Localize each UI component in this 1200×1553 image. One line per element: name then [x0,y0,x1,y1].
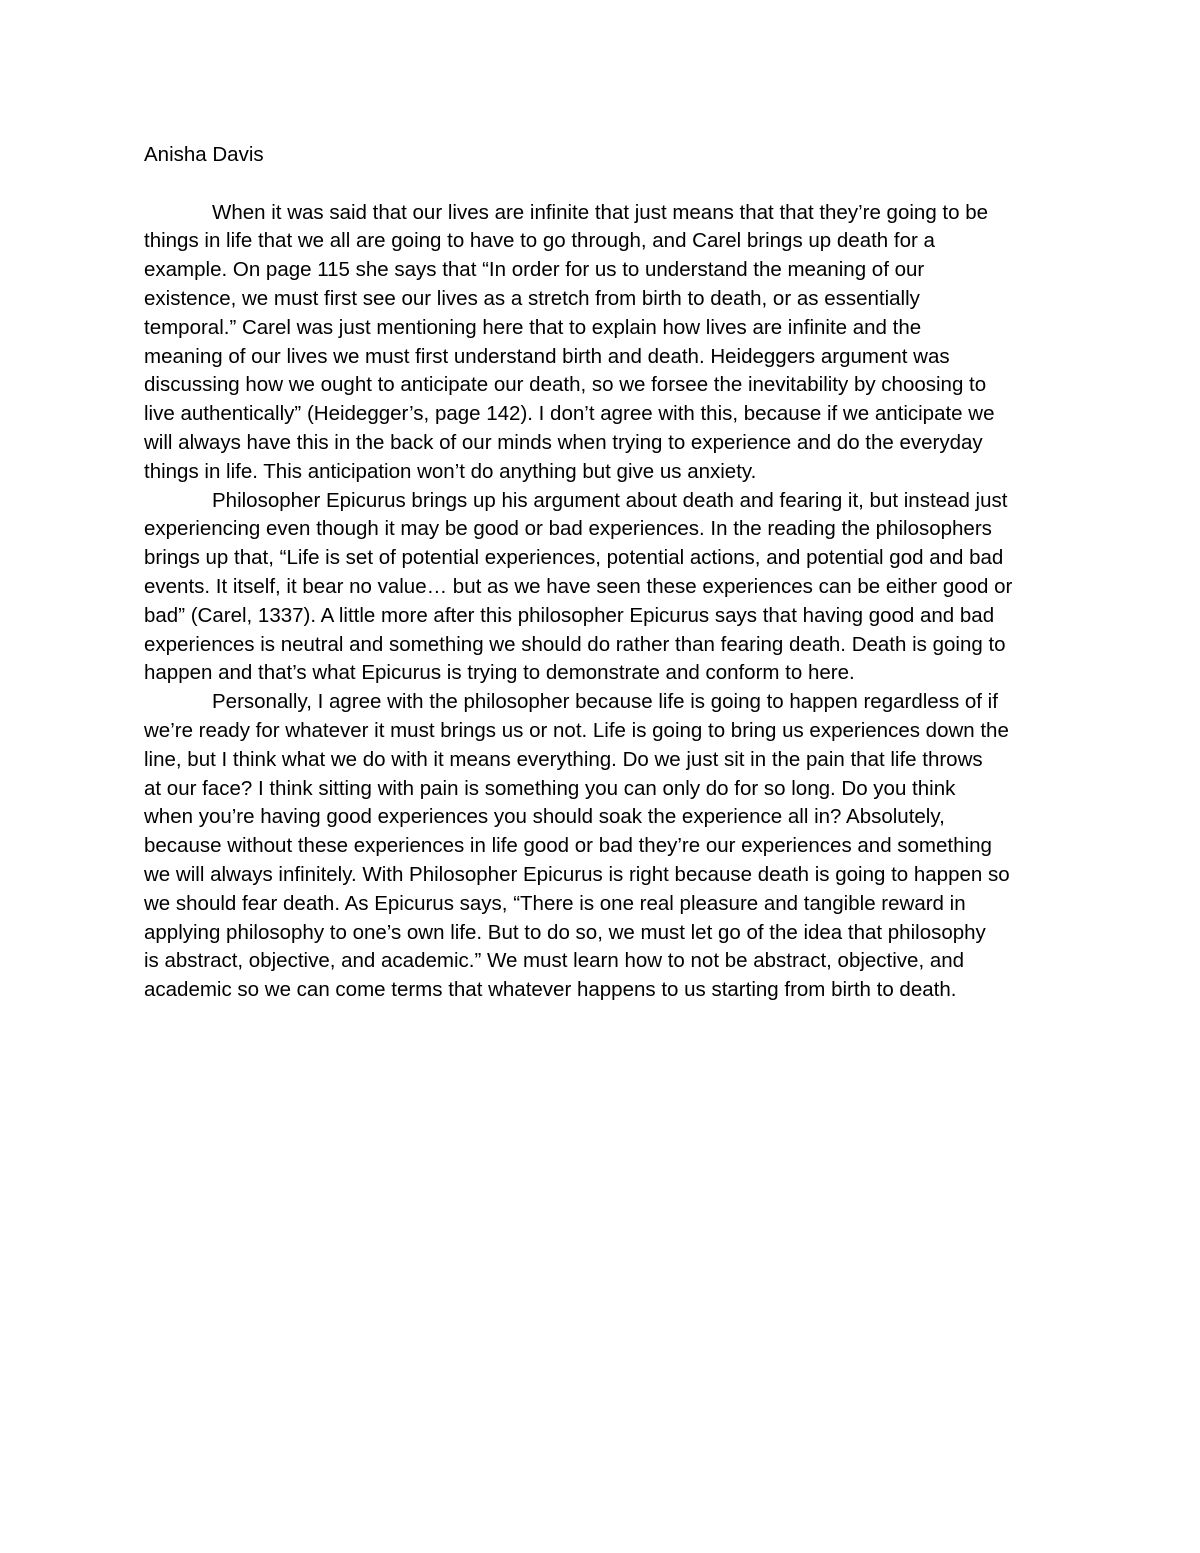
paragraph-3 [144,688,1064,1005]
paragraph-line: academic so we can come terms that whatever happens to us starting from birth to death. [144,978,957,1002]
paragraph-line: at our face? I think sitting with pain is something you can only do for so long. Do you think [144,776,956,800]
paragraph-line: we will always infinitely. With Philosopher Epicurus is right because death is going to happen so [144,862,1010,886]
paragraph-line: we should fear death. As Epicurus says, “There is one real pleasure and tangible reward in [144,891,966,915]
paragraph-line: events. It itself, it bear no value… but as we have seen these experiences can be either good or [144,574,1013,598]
paragraph-line: when you’re having good experiences you should soak the experience all in? Absolutely, [144,805,945,829]
paragraph-line: will always have this in the back of our minds when trying to experience and do the everyday [144,430,983,454]
paragraph-line: When it was said that our lives are infinite that just means that that they’re going to be [212,200,989,224]
paragraph-2 [144,487,1064,689]
paragraph-line: is abstract, objective, and academic.” We must learn how to not be abstract, objective, and [144,949,965,973]
paragraph-line: Philosopher Epicurus brings up his argument about death and fearing it, but instead just [212,488,1008,512]
paragraph-line: experiences is neutral and something we should do rather than fearing death. Death is going to [144,632,1006,656]
paragraph-line: things in life that we all are going to have to go through, and Carel brings up death for a [144,229,935,253]
paragraph-line: experiencing even though it may be good or bad experiences. In the reading the philosophers [144,517,992,541]
paragraph-1 [144,199,1064,487]
paragraph-line: applying philosophy to one’s own life. But to do so, we must let go of the idea that philosophy [144,920,986,944]
paragraph-line: example. On page 115 she says that “In order for us to understand the meaning of our [144,258,925,282]
paragraph-line: brings up that, “Life is set of potential experiences, potential actions, and potential god and bad [144,546,1004,570]
paragraph-line: live authentically” (Heidegger’s, page 142). I don’t agree with this, because if we anticipate we [144,402,995,426]
paragraph-line: existence, we must first see our lives as a stretch from birth to death, or as essentially [144,286,920,310]
paragraph-line: line, but I think what we do with it means everything. Do we just sit in the pain that life throws [144,747,983,771]
paragraph-line: discussing how we ought to anticipate our death, so we forsee the inevitability by choosing to [144,373,987,397]
paragraph-line: happen and that’s what Epicurus is trying to demonstrate and conform to here. [144,661,855,685]
paragraph-line: temporal.” Carel was just mentioning here that to explain how lives are infinite and the [144,315,922,339]
blank-line [144,170,1064,199]
paragraph-line: things in life. This anticipation won’t do anything but give us anxiety. [144,459,757,483]
paragraph-line: Personally, I agree with the philosopher because life is going to happen regardless of if [212,690,998,714]
paragraph-line: meaning of our lives we must first understand birth and death. Heideggers argument was [144,344,950,368]
paragraph-line: bad” (Carel, 1337). A little more after this philosopher Epicurus says that having good and bad [144,603,995,627]
author-name: Anisha Davis [144,143,264,166]
paragraph-line: because without these experiences in life good or bad they’re our experiences and something [144,834,992,858]
paragraph-line: we’re ready for whatever it must brings us or not. Life is going to bring us experiences down the [144,718,1009,742]
document-body [144,141,1064,1005]
